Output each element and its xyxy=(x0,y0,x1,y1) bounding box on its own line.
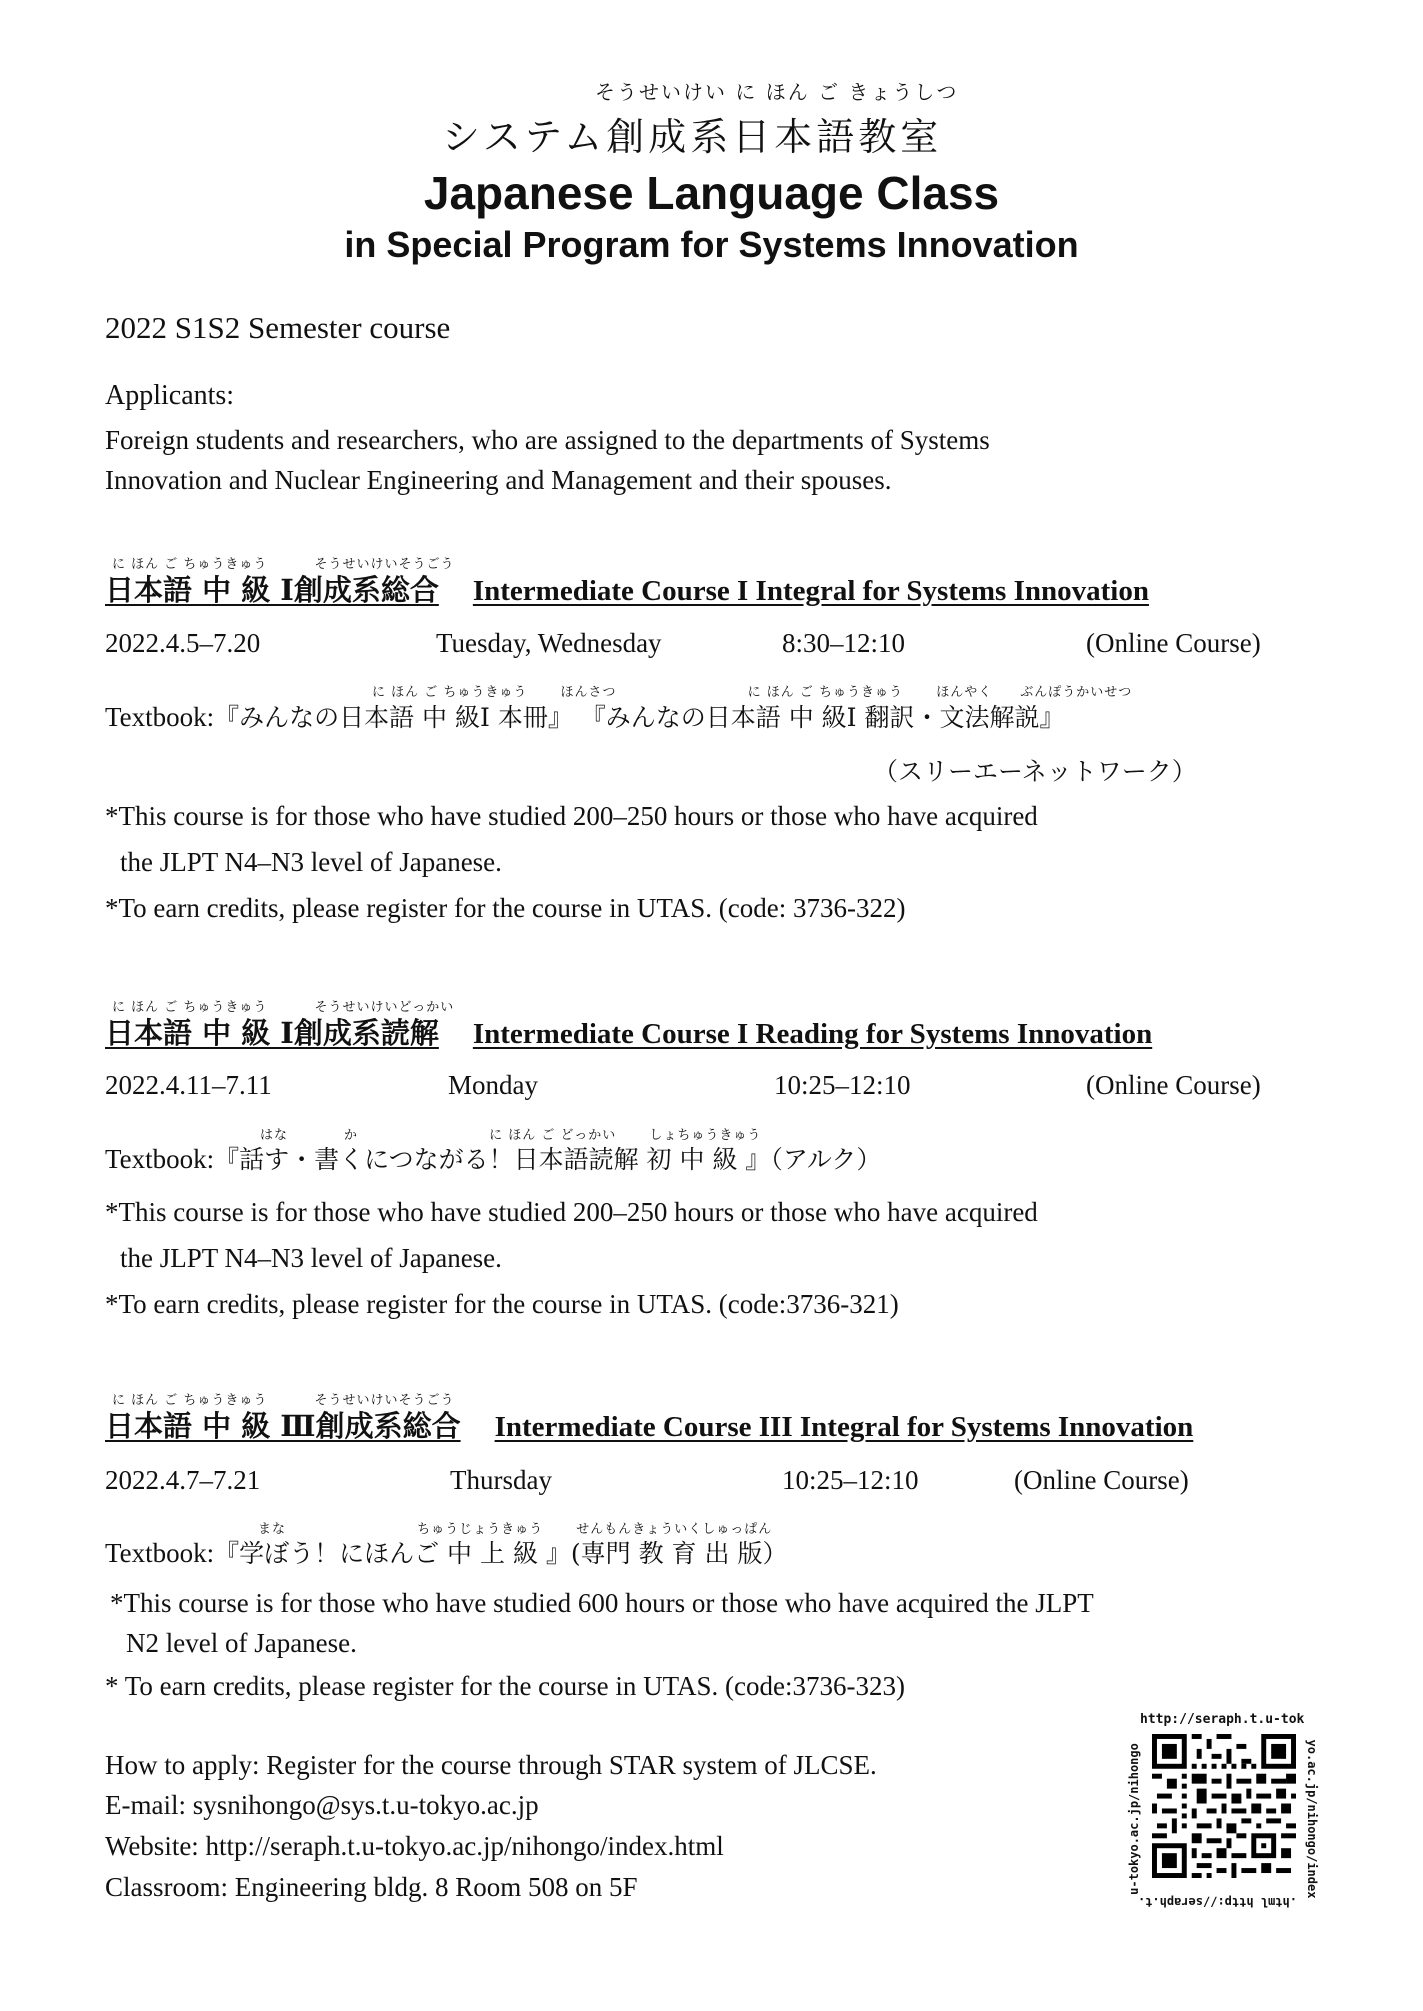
course-2-textbook xyxy=(105,1140,881,1176)
course-3-note-2: N2 level of Japanese. xyxy=(126,1628,357,1658)
course-3-mode: (Online Course) xyxy=(1014,1465,1189,1495)
course-2-jp-heading: 日本語 中 級 Ⅰ創成系読解 xyxy=(105,1016,439,1050)
qr-url-top: http://seraph.t.u-tok xyxy=(1140,1712,1305,1727)
course-2-dates: 2022.4.11–7.11 xyxy=(105,1070,272,1100)
course-2-en-heading: Intermediate Course I Reading for Systems Innovation xyxy=(472,1018,1153,1050)
course-2-textbook-ruby: はな か に ほん ご どっかい しょちゅうきゅう xyxy=(260,1128,762,1143)
semester-heading: 2022 S1S2 Semester course xyxy=(105,310,451,345)
course-1-publisher-text: （スリーエーネットワーク） xyxy=(873,757,1197,786)
course-1-publisher xyxy=(873,752,1197,788)
course-3-days: Thursday xyxy=(450,1465,552,1495)
classroom-info: Classroom: Engineering bldg. 8 Room 508 on 5F xyxy=(105,1872,638,1902)
course-2-note-3: *To earn credits, please register for the course in UTAS. (code:3736-321) xyxy=(105,1289,899,1319)
course-3-en-heading: Intermediate Course III Integral for Systems Innovation xyxy=(494,1411,1194,1443)
course-3-textbook xyxy=(105,1534,787,1570)
course-3-time: 10:25–12:10 xyxy=(782,1465,919,1495)
course-1-heading xyxy=(105,568,1149,609)
course-2-note-2: the JLPT N4–N3 level of Japanese. xyxy=(120,1243,502,1273)
course-3-note-1: *This course is for those who have studied 600 hours or those who have acquired the JLPT xyxy=(110,1588,1094,1618)
japanese-title: システム創成系日本語教室 xyxy=(442,115,943,159)
course-1-ruby: に ほん ご ちゅうきゅう そうせいけいそうごう xyxy=(112,557,455,572)
course-2-textbook-label: Textbook: xyxy=(105,1144,215,1174)
qr-url-right: yo.ac.jp/nihongo/index xyxy=(1305,1739,1319,1899)
course-1-textbook-ruby: に ほん ご ちゅうきゅう ほんさつ に ほん ご ちゅうきゅう ほんやく ぶんぽうかいせつ xyxy=(372,685,1133,700)
title-ruby: そうせいけい に ほん ご きょうしつ xyxy=(595,80,959,104)
applicants-label: Applicants: xyxy=(105,380,235,411)
qr-code[interactable] xyxy=(1128,1712,1318,1910)
qr-code-icon xyxy=(1152,1734,1296,1878)
course-3-ruby: に ほん ご ちゅうきゅう そうせいけいそうごう xyxy=(112,1393,455,1408)
course-1-mode: (Online Course) xyxy=(1086,628,1261,658)
how-to-apply: How to apply: Register for the course through STAR system of JLCSE. xyxy=(105,1750,877,1780)
course-3-textbook-title: 『学ぼう！にほんご 中 上 級 』(専門 教 育 出 版） xyxy=(214,1539,788,1568)
course-1-dates: 2022.4.5–7.20 xyxy=(105,628,261,658)
course-3-note-3: * To earn credits, please register for the course in UTAS. (code:3736-323) xyxy=(105,1671,905,1701)
course-3-textbook-label: Textbook: xyxy=(105,1538,215,1568)
website-link[interactable]: Website: http://seraph.t.u-tokyo.ac.jp/nihongo/index.html xyxy=(105,1831,724,1861)
course-2-time: 10:25–12:10 xyxy=(774,1070,911,1100)
course-1-en-heading: Intermediate Course I Integral for Systems Innovation xyxy=(472,575,1149,607)
course-1-textbook-title: 『みんなの日本語 中 級Ⅰ 本冊』 『みんなの日本語 中 級Ⅰ 翻訳・文法解説』 xyxy=(214,703,1065,732)
course-2-note-1: *This course is for those who have studied 200–250 hours or those who have acquired xyxy=(105,1197,1038,1227)
course-3-textbook-ruby: まな ちゅうじょうきゅう せんもんきょういくしゅっぱん xyxy=(258,1522,773,1537)
course-2-days: Monday xyxy=(448,1070,538,1100)
course-1-note-2: the JLPT N4–N3 level of Japanese. xyxy=(120,847,502,877)
page-subtitle: in Special Program for Systems Innovation xyxy=(344,224,1079,265)
course-1-textbook xyxy=(105,698,1065,734)
course-1-note-3: *To earn credits, please register for the course in UTAS. (code: 3736-322) xyxy=(105,893,906,923)
course-2-mode: (Online Course) xyxy=(1086,1070,1261,1100)
course-1-days: Tuesday, Wednesday xyxy=(436,628,662,658)
course-3-heading xyxy=(105,1404,1193,1445)
course-1-jp-heading: 日本語 中 級 Ⅰ創成系総合 xyxy=(105,573,439,607)
applicants-line-1: Foreign students and researchers, who are assigned to the departments of Systems xyxy=(105,425,990,455)
course-1-time: 8:30–12:10 xyxy=(782,628,906,658)
course-1-note-1: *This course is for those who have studied 200–250 hours or those who have acquired xyxy=(105,801,1038,831)
course-2-heading xyxy=(105,1011,1152,1052)
course-2-textbook-title: 『話す・書くにつながる！日本語読解 初 中 級 』（アルク） xyxy=(214,1145,882,1174)
contact-email[interactable]: E-mail: sysnihongo@sys.t.u-tokyo.ac.jp xyxy=(105,1790,539,1820)
applicants-text xyxy=(105,420,1255,500)
qr-url-left: u-tokyo.ac.jp/nihongo xyxy=(1127,1743,1141,1895)
qr-url-bottom: .html http://seraph.t. xyxy=(1138,1895,1297,1909)
course-3-dates: 2022.4.7–7.21 xyxy=(105,1465,261,1495)
page-title: Japanese Language Class xyxy=(423,167,1000,219)
course-2-ruby: に ほん ご ちゅうきゅう そうせいけいどっかい xyxy=(112,1000,455,1015)
course-3-jp-heading: 日本語 中 級 Ⅲ創成系総合 xyxy=(105,1409,461,1443)
course-1-textbook-label: Textbook: xyxy=(105,702,215,732)
applicants-line-2: Innovation and Nuclear Engineering and Management and their spouses. xyxy=(105,465,892,495)
